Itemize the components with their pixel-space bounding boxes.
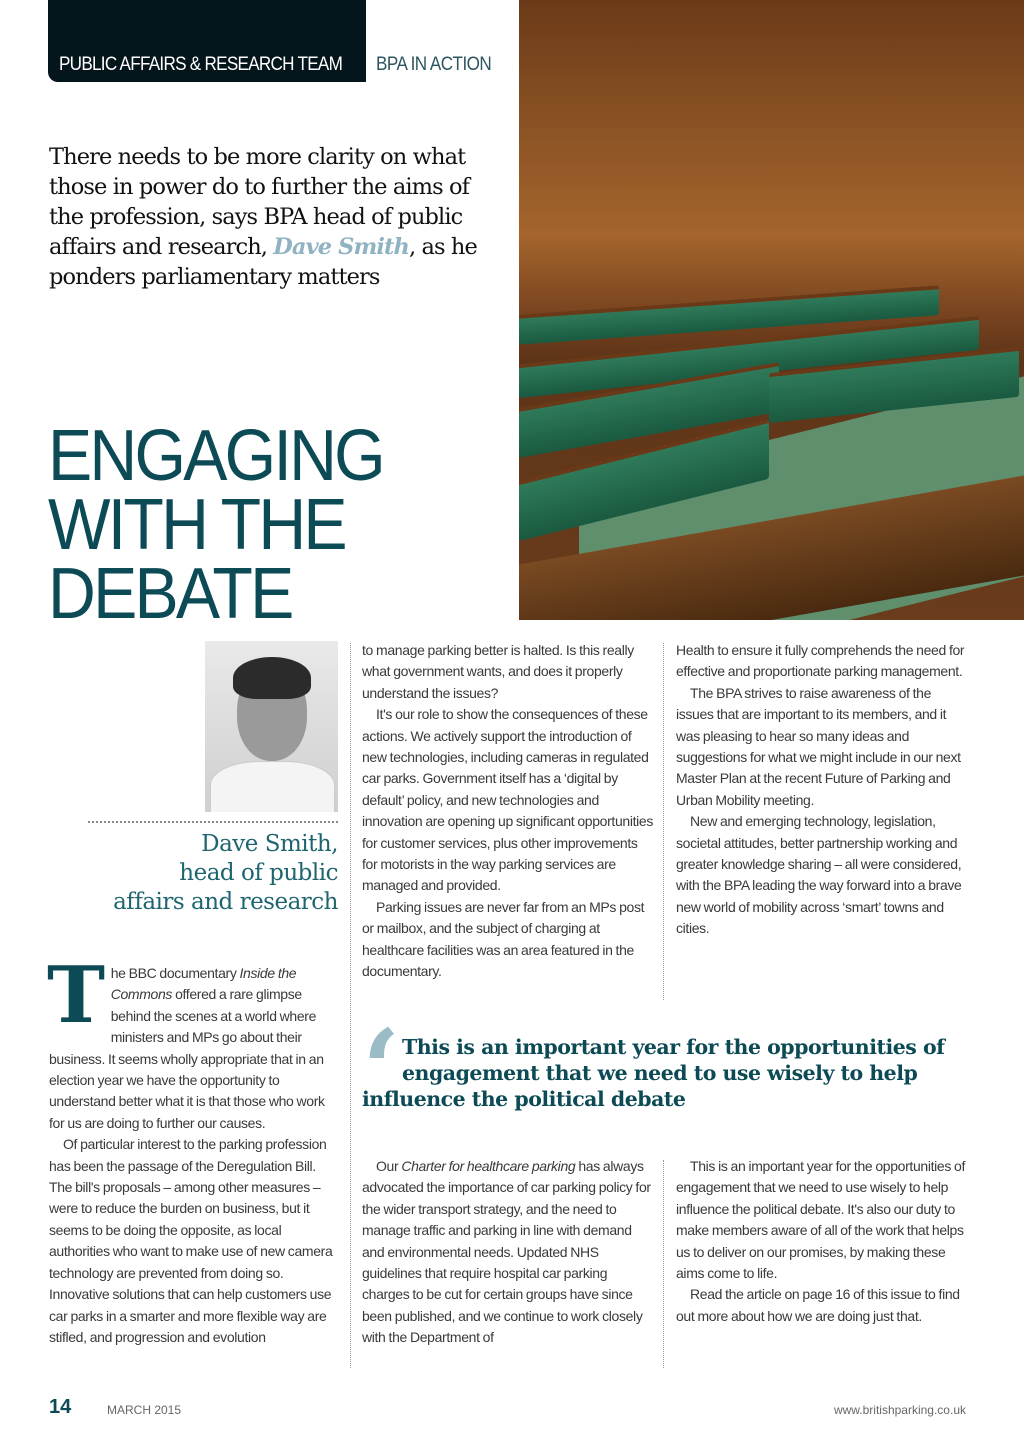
column-divider <box>663 1160 664 1368</box>
header-section-label: BPA IN ACTION <box>376 54 492 75</box>
dotted-divider <box>88 821 338 823</box>
author-portrait <box>205 641 338 812</box>
author-byline: Dave Smith, head of public affairs and research <box>113 831 338 915</box>
website-link[interactable]: www.britishparking.co.uk <box>833 1403 966 1417</box>
column-2-bottom: Our Charter for healthcare parking has always advocated the importance of car parking policy for the wider transport strategy, and the need to manage traffic and parking in line with demand and environmental needs. Updated NHS guidelines that require hospital car parking charges to be cut for certain groups have since been published, and we continue to work closely with the Department of <box>362 1158 651 1346</box>
drop-cap: T <box>47 950 105 1041</box>
column-3-top: Health to ensure it fully comprehends the need for effective and proportionate parking management. The BPA strives to raise awareness of the issues that are important to its members, and it was pleasing to hear so many ideas and suggestions for what we might include in our next Master Plan at the recent Future of Parking and Urban Mobility meeting. New and emerging technology, legislation, societal attitudes, better partnership working and greater knowledge sharing – all were considered, with the BPA leading the way forward into a brave new world of mobility across ‘smart’ towns and cities. <box>676 642 965 937</box>
author-name: Dave Smith <box>273 234 409 260</box>
house-of-commons-photo <box>519 0 1024 620</box>
quote-mark-icon: ‘ <box>362 1005 400 1134</box>
article-title: ENGAGING WITH THE DEBATE <box>48 416 383 634</box>
column-2-top: to manage parking better is halted. Is this really what government wants, and does it properly understand the issues? It's our role to show the consequences of these actions. We actively support the introduction of new technologies, including cameras in regulated car parks. Government itself has a ‘digital by default’ policy, and new technologies and innovation are opening up significant opportunities for customer services, plus other improvements for motorists in the way parking services are managed and provided. Parking issues are never far from an MPs post or mailbox, and the subject of charging at healthcare facilities was an area featured in the documentary. <box>362 642 653 980</box>
standfirst: There needs to be more clarity on what those in power do to further the aims of the profession, says BPA head of public affairs and research, Dave Smith, as he ponders parliamentary matters <box>49 144 477 290</box>
column-divider <box>350 643 351 1368</box>
column-1: T he BBC documentary Inside the Commons offered a rare glimpse behind the scenes at a world where ministers and MPs go about their business. It seems wholly appropriate that in an election year we have the opportunity to understand better what it is that those who work for us are doing to further our causes. Of particular interest to the parking profession has been the passage of the Deregulation Bill. The bill's proposals – among other measures – were to reduce the burden on business, but it seems to be doing the opposite, as local authorities who want to make use of new camera technology are prevented from doing so. Innovative solutions that can help customers use car parks in a smarter and more flexible way are stifled, and progression and evolution <box>47 950 333 1345</box>
page-number: 14 <box>49 1396 72 1418</box>
header-team-label: PUBLIC AFFAIRS & RESEARCH TEAM <box>59 54 343 75</box>
column-3-bottom: This is an important year for the opportunities of engagement that we need to use wisely to help influence the political debate. It's also our duty to make members aware of all of the work that helps us to deliver on our promises, by making these aims come to life. Read the article on page 16 of this issue to find out more about how we are doing just that. <box>676 1158 965 1324</box>
column-divider <box>663 643 664 1000</box>
pull-quote: ‘ This is an important year for the opportunities of engagement that we need to use wisely to help influence the political debate <box>362 1005 945 1134</box>
issue-date: MARCH 2015 <box>107 1403 182 1417</box>
